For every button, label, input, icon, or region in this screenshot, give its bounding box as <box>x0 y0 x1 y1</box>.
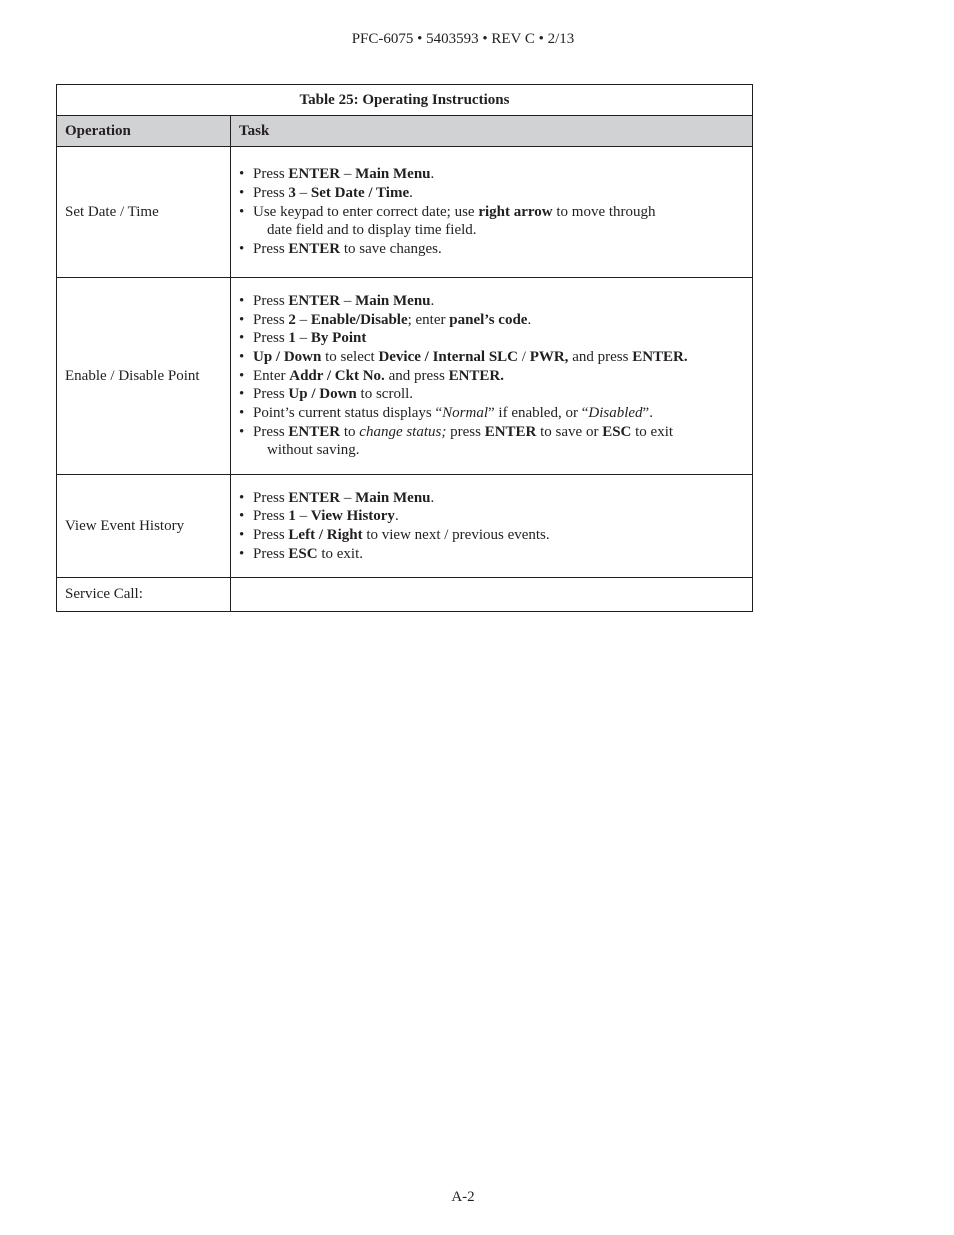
task-step: • Use keypad to enter correct date; use right arrow to move through date field and to display time field. <box>239 203 744 240</box>
task-cell <box>231 278 753 475</box>
operating-instructions-table <box>56 84 753 612</box>
task-step: • Press ENTER – Main Menu. <box>239 292 744 311</box>
task-cell <box>231 578 753 612</box>
operation-cell: View Event History <box>57 475 231 578</box>
table-row <box>57 578 753 612</box>
table-row <box>57 475 753 578</box>
task-step-continuation: date field and to display time field. <box>267 222 477 239</box>
task-step: • Press Left / Right to view next / previous events. <box>239 526 744 545</box>
task-step: • Press 3 – Set Date / Time. <box>239 184 744 203</box>
task-step: • Press 2 – Enable/Disable; enter panel’s code. <box>239 311 744 330</box>
task-step: • Press ENTER to change status; press ENTER to save or ESC to exit without saving. <box>239 423 744 460</box>
task-step: • Press Up / Down to scroll. <box>239 385 744 404</box>
task-step-continuation: without saving. <box>267 442 360 459</box>
task-step: • Press ENTER to save changes. <box>239 240 744 259</box>
task-step: • Press 1 – By Point <box>239 329 744 348</box>
operation-cell: Service Call: <box>57 578 231 612</box>
task-steps <box>239 489 744 564</box>
task-step: • Enter Addr / Ckt No. and press ENTER. <box>239 367 744 386</box>
column-header-operation: Operation <box>57 116 231 147</box>
table-row <box>57 278 753 475</box>
table-title: Table 25: Operating Instructions <box>57 85 753 116</box>
task-cell <box>231 147 753 278</box>
page-number: A-2 <box>451 1189 475 1205</box>
task-cell <box>231 475 753 578</box>
operation-cell: Set Date / Time <box>57 147 231 278</box>
operation-cell: Enable / Disable Point <box>57 278 231 475</box>
table-row <box>57 147 753 278</box>
task-step: • Up / Down to select Device / Internal SLC / PWR, and press ENTER. <box>239 348 744 367</box>
task-step: • Point’s current status displays “Normal” if enabled, or “Disabled”. <box>239 404 744 423</box>
column-header-task: Task <box>231 116 753 147</box>
page-header: PFC-6075 • 5403593 • REV C • 2/13 <box>351 31 575 47</box>
task-steps <box>239 165 744 259</box>
task-step: • Press ESC to exit. <box>239 545 744 564</box>
task-step: • Press 1 – View History. <box>239 507 744 526</box>
task-steps <box>239 292 744 460</box>
task-step: • Press ENTER – Main Menu. <box>239 489 744 508</box>
task-step: • Press ENTER – Main Menu. <box>239 165 744 184</box>
